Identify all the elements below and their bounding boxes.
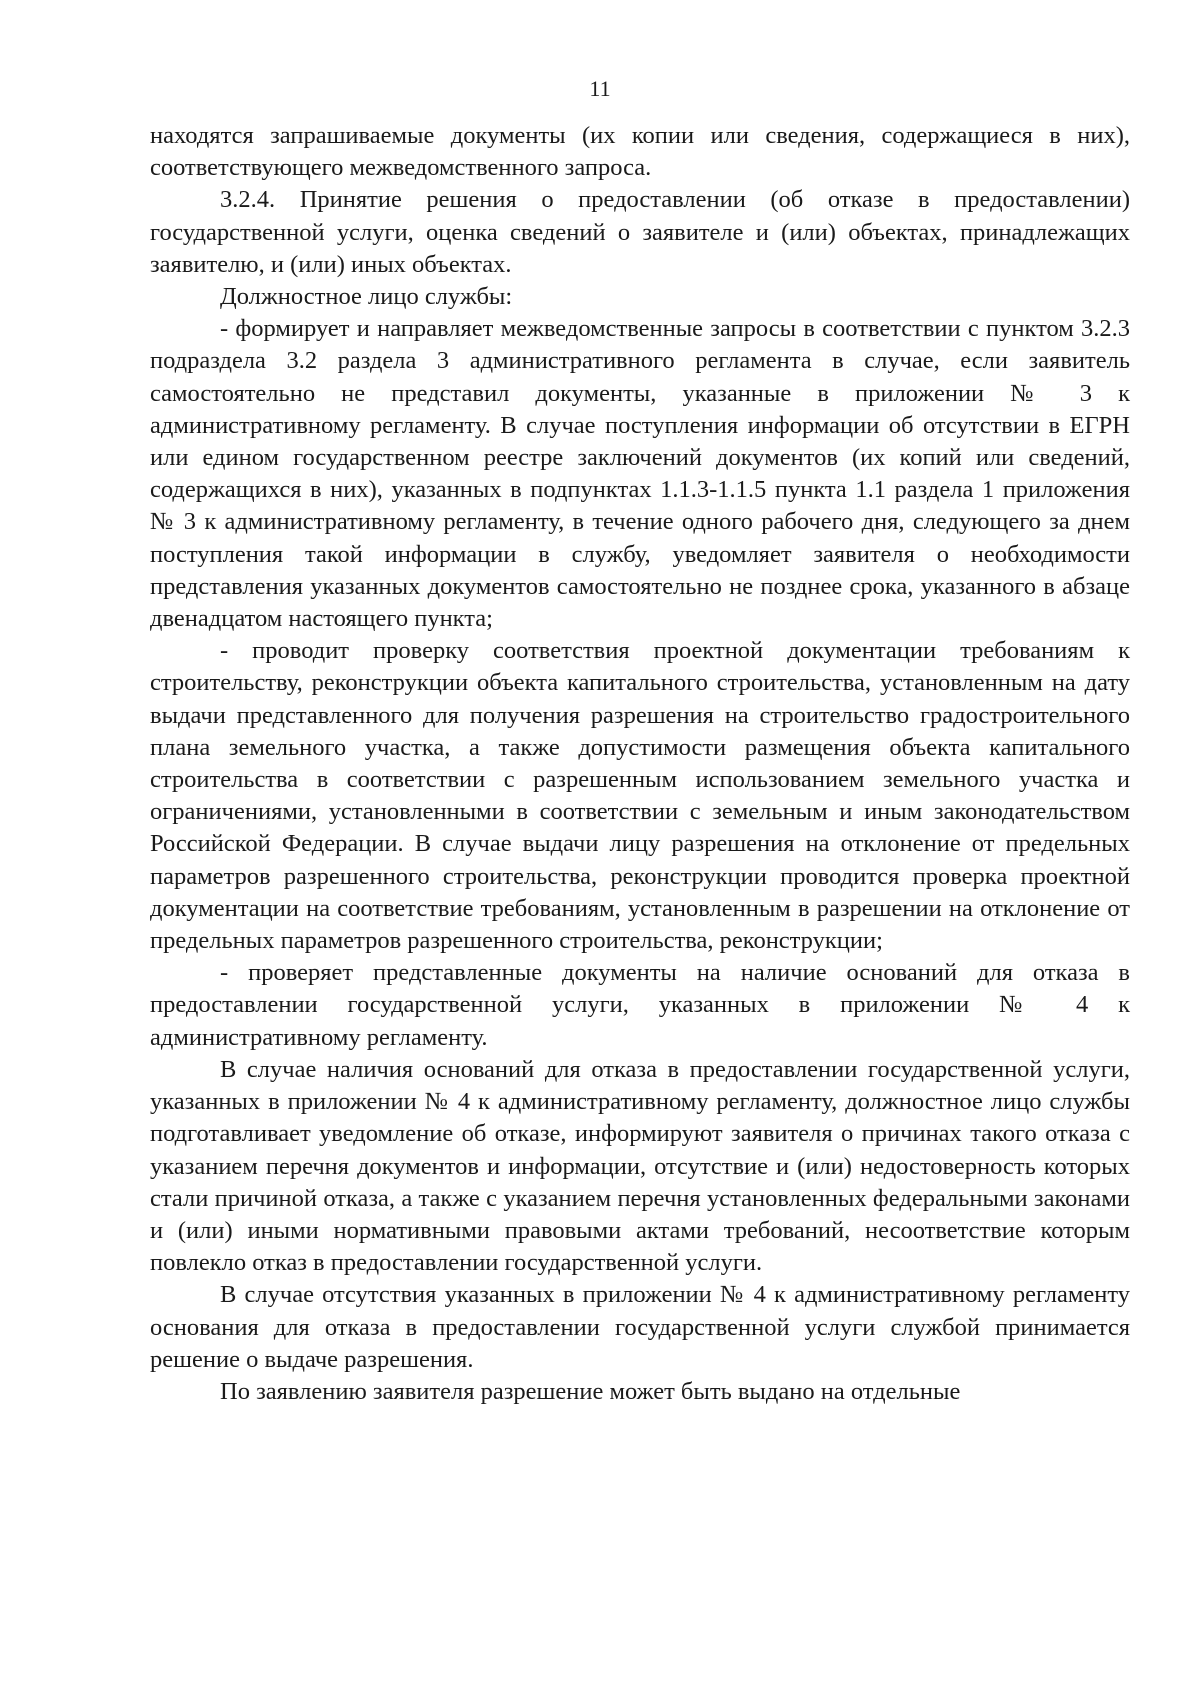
paragraph-4: - формирует и направляет межведомственные запросы в соответствии с пунктом 3.2.3 подраздела 3.2 раздела 3 административного регламента в случае, если заявитель самостоятельно не представил документы, указанные в приложении № 3 к административному регламенту. В случае поступления информации об отсутствии в ЕГРН или едином государственном реестре заключений документов (их копий или сведений, содержащихся в них), указанных в подпунктах 1.1.3-1.1.5 пункта 1.1 раздела 1 приложения № 3 к административному регламенту, в течение одного рабочего дня, следующего за днем поступления такой информации в службу, уведомляет заявителя о необходимости представления указанных документов самостоятельно не позднее срока, указанного в абзаце двенадцатом настоящего пункта; — [150, 315, 1130, 633]
paragraph-1: находятся запрашиваемые документы (их копии или сведения, содержащиеся в них), соответствующего межведомственного запроса. — [150, 122, 1130, 182]
paragraph-5: - проводит проверку соответствия проектной документации требованиям к строительству, реконструкции объекта капитального строительства, установленным на дату выдачи представленного для получения разрешения на строительство градостроительного плана земельного участка, а также допустимости размещения объекта капитального строительства в соответствии с разрешенным использованием земельного участка и ограничениями, установленными в соответствии с земельным и иным законодательством Российской Федерации. В случае выдачи лицу разрешения на отклонение от предельных параметров разрешенного строительства, реконструкции проводится проверка проектной документации на соответствие требованиям, установленным в разрешении на отклонение от предельных параметров разрешенного строительства, реконструкции; — [150, 637, 1130, 955]
document-body — [150, 120, 1130, 1408]
paragraph-9: По заявлению заявителя разрешение может быть выдано на отдельные — [220, 1377, 961, 1405]
paragraph-8: В случае отсутствия указанных в приложении № 4 к административному регламенту основания для отказа в предоставлении государственной услуги службой принимается решение о выдаче разрешения. — [150, 1281, 1130, 1373]
paragraph-3: Должностное лицо службы: — [220, 283, 513, 311]
page-number: 11 — [589, 76, 611, 101]
paragraph-2: 3.2.4. Принятие решения о предоставлении (об отказе в предоставлении) государственной услуги, оценка сведений о заявителе и (или) объектах, принадлежащих заявителю, и (или) иных объектах. — [150, 186, 1130, 278]
paragraph-7: В случае наличия оснований для отказа в предоставлении государственной услуги, указанных в приложении № 4 к административному регламенту, должностное лицо службы подготавливает уведомление об отказе, информируют заявителя о причинах такого отказа с указанием перечня документов и информации, отсутствие и (или) недостоверность которых стали причиной отказа, а также с указанием перечня установленных федеральными законами и (или) иными нормативными правовыми актами требований, несоответствие которым повлекло отказ в предоставлении государственной услуги. — [150, 1055, 1130, 1277]
paragraph-6: - проверяет представленные документы на наличие оснований для отказа в предоставлении государственной услуги, указанных в приложении № 4 к административному регламенту. — [150, 959, 1130, 1051]
